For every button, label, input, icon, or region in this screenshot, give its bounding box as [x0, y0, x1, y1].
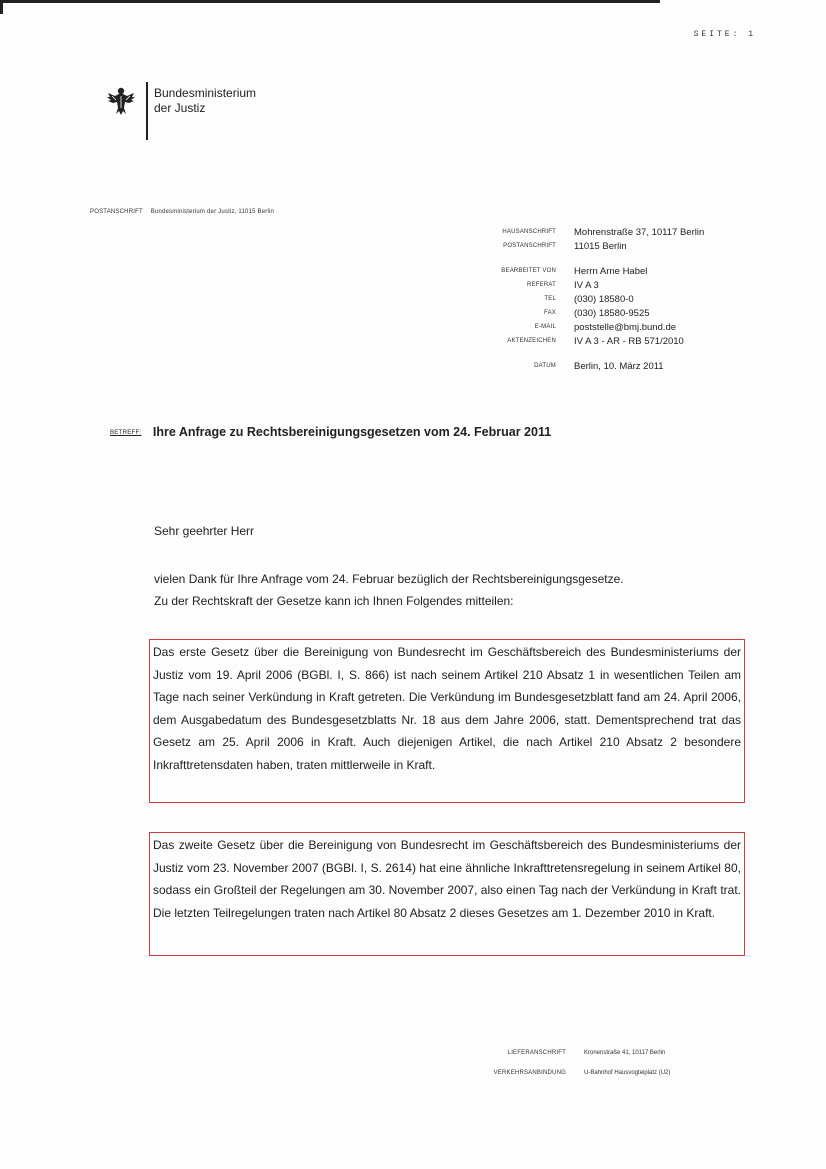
return-address-label: POSTANSCHRIFT: [90, 209, 143, 215]
meta-label: DATUM: [534, 363, 556, 369]
meta-label: BEARBEITET VON: [501, 268, 556, 274]
page-marker: SEITE: 1: [693, 30, 756, 39]
meta-label: REFERAT: [527, 282, 556, 288]
footer-value: U-Bahnhof Hausvogteiplatz (U2): [584, 1070, 671, 1076]
highlighted-paragraph-1: Das erste Gesetz über die Bereinigung von Bundesrecht im Geschäftsbereich des Bundesministeriums der Justiz vom 19. April 2006 (BGBl. I, S. 866) ist nach seinem Artikel 210 Absatz 1 in wesentlichen Teilen am Tage nach seiner Verkündung in Kraft getreten. Die Verkündung im Bundesgesetzblatt fand am 24. April 2006, dem Ausgabedatum des Bundesgesetzblatts Nr. 18 aus dem Jahre 2006, statt. Dementsprechend trat das Gesetz am 25. April 2006 in Kraft. Auch diejenigen Artikel, die nach Artikel 210 Absatz 2 besondere Inkrafttretensdaten haben, traten mittlerweile in Kraft.: [149, 639, 745, 803]
meta-row-email: [470, 320, 704, 334]
meta-row-fax: [470, 306, 704, 320]
footer-address-block: [480, 1043, 670, 1083]
meta-value: 11015 Berlin: [574, 240, 627, 252]
federal-eagle-icon: [104, 84, 138, 123]
return-address-value: Bundesministerium der Justiz, 11015 Berlin: [150, 209, 275, 215]
meta-label: TEL: [544, 296, 556, 302]
meta-row-referat: [470, 278, 704, 292]
scan-edge-line: [0, 0, 660, 3]
meta-label: POSTANSCHRIFT: [503, 243, 556, 249]
meta-row-aktenzeichen: [470, 334, 704, 348]
intro-line-2: Zu der Rechtskraft der Gesetze kann ich Ihnen Folgendes mitteilen:: [154, 594, 514, 608]
intro-paragraph: [154, 568, 744, 612]
meta-value: Herrn Arne Habel: [574, 265, 648, 277]
meta-value: (030) 18580-9525: [574, 307, 650, 319]
footer-value: Kronenstraße 41, 10117 Berlin: [584, 1050, 666, 1056]
intro-line-1: vielen Dank für Ihre Anfrage vom 24. Februar bezüglich der Rechtsbereinigungsgesetze.: [154, 572, 624, 586]
subject-text: Ihre Anfrage zu Rechtsbereinigungsgesetzen vom 24. Februar 2011: [152, 425, 552, 439]
meta-label: FAX: [544, 310, 556, 316]
subject-line: [110, 425, 551, 439]
highlighted-paragraph-2: Das zweite Gesetz über die Bereinigung von Bundesrecht im Geschäftsbereich des Bundesministeriums der Justiz vom 23. November 2007 (BGBl. I, S. 2614) hat eine ähnliche Inkrafttretensregelung in seinem Artikel 80, sodass ein Großteil der Regelungen am 30. November 2007, also einen Tag nach der Verkündung in Kraft trat. Die letzten Teilregelungen traten nach Artikel 80 Absatz 2 dieses Gesetzes am 1. Dezember 2010 in Kraft.: [149, 832, 745, 956]
meta-label: E-MAIL: [534, 324, 556, 330]
ministry-line-1: Bundesministerium: [154, 86, 257, 100]
footer-label: VERKEHRSANBINDUNG: [493, 1070, 566, 1076]
meta-value: Berlin, 10. März 2011: [574, 360, 664, 372]
letter-meta-block: [470, 225, 704, 373]
footer-label: LIEFERANSCHRIFT: [507, 1050, 566, 1056]
meta-row-datum: [470, 359, 704, 373]
meta-label: HAUSANSCHRIFT: [502, 229, 556, 235]
footer-row-lieferanschrift: [480, 1043, 670, 1063]
meta-row-hausanschrift: [470, 225, 704, 239]
email-link[interactable]: poststelle@bmj.bund.de: [574, 321, 677, 333]
meta-label: AKTENZEICHEN: [507, 338, 556, 344]
salutation: Sehr geehrter Herr: [154, 524, 255, 538]
meta-value: (030) 18580-0: [574, 293, 634, 305]
meta-value: IV A 3: [574, 279, 599, 291]
footer-row-verkehr: [480, 1063, 670, 1083]
logo-divider: [146, 82, 148, 140]
scan-edge-corner: [0, 0, 3, 14]
ministry-name: [154, 86, 256, 116]
ministry-line-2: der Justiz: [154, 101, 206, 115]
meta-row-bearbeitet: [470, 264, 704, 278]
return-address-line: [90, 209, 274, 215]
meta-value: IV A 3 - AR - RB 571/2010: [574, 335, 684, 347]
subject-label: BETREFF:: [110, 429, 142, 436]
meta-row-postanschrift: [470, 239, 704, 253]
meta-value: Mohrenstraße 37, 10117 Berlin: [574, 226, 705, 238]
meta-row-tel: [470, 292, 704, 306]
